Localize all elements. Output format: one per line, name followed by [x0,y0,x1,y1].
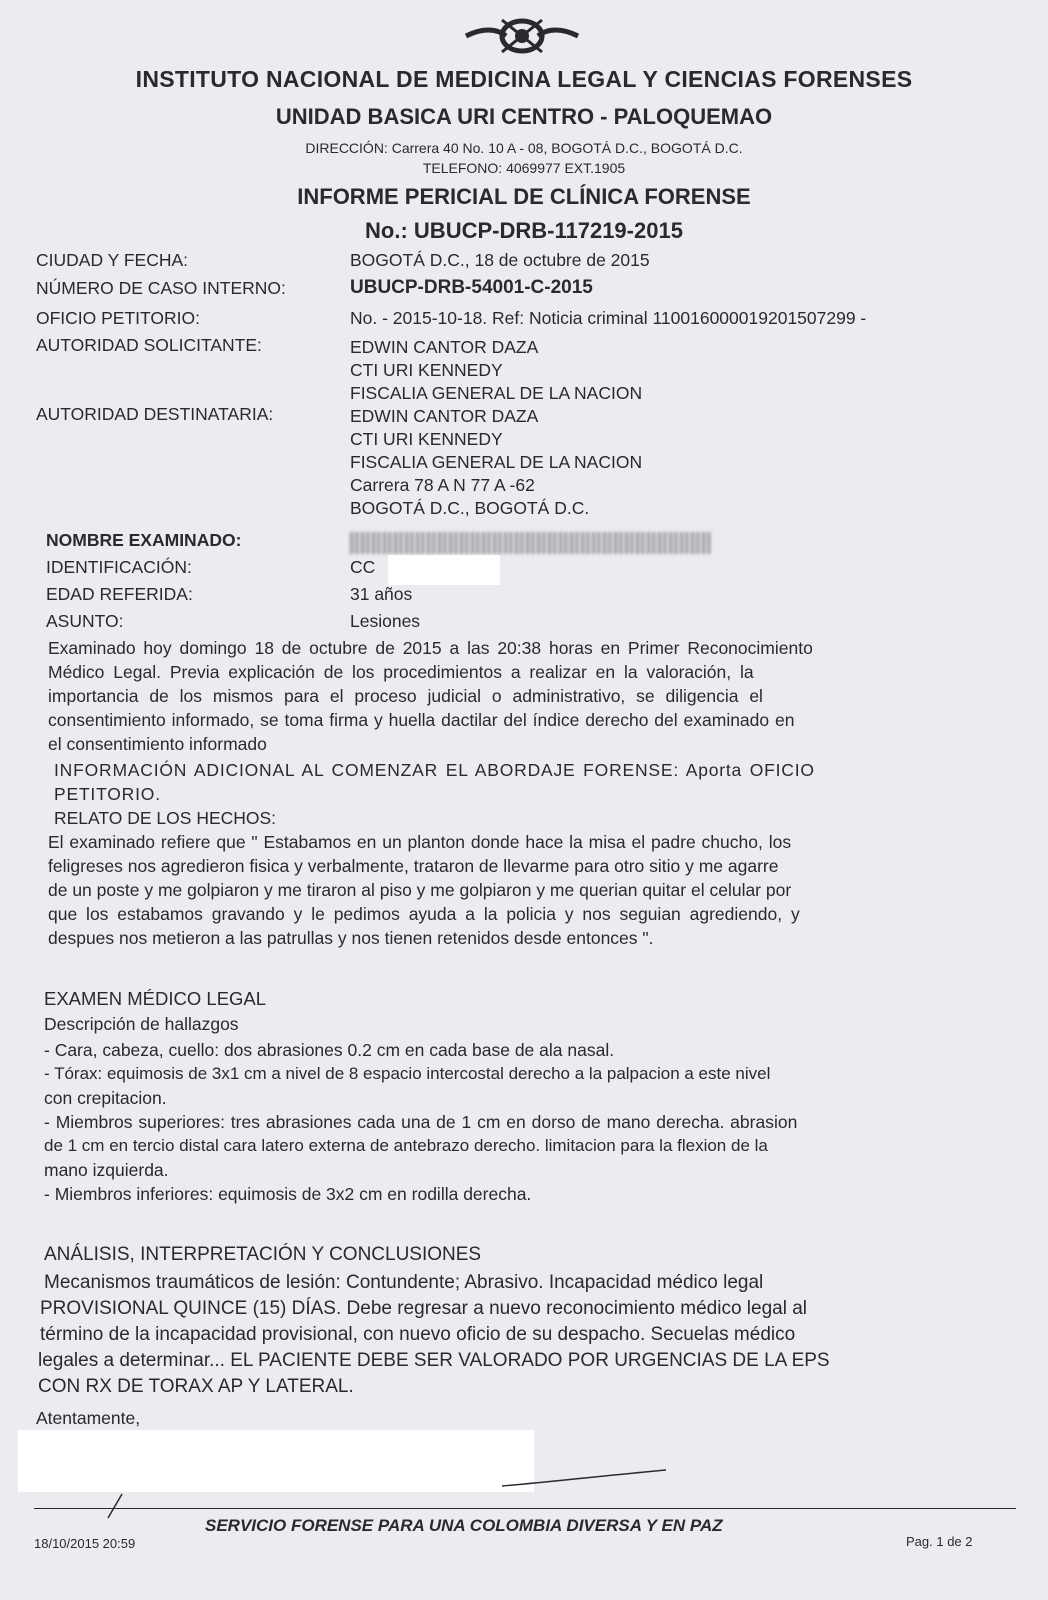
hallazgo-line: - Miembros superiores: tres abrasiones cada una de 1 cm en dorso de mano derecha. abrasion [44,1112,798,1132]
intro-line: Examinado hoy domingo 18 de octubre de 2015 a las 20:38 horas en Primer Reconocimiento [48,638,813,658]
intro-line: consentimiento informado, se toma firma y huella dactilar del índice derecho del examinado en [48,710,795,730]
report-title: INFORME PERICIAL DE CLÍNICA FORENSE [297,184,751,209]
solicitante-label: AUTORIDAD SOLICITANTE: [36,335,262,355]
relato-line: de un poste y me golpiaron y me tiraron al piso y me golpiaron y me querian quitar el celular por [48,880,792,900]
case-label: NÚMERO DE CASO INTERNO: [36,278,286,298]
solicitante-line: CTI URI KENNEDY [350,360,503,380]
examen-heading: EXAMEN MÉDICO LEGAL [44,988,267,1009]
oficio-value: No. - 2015-10-18. Ref: Noticia criminal 110016000019201507299 - [350,308,867,328]
hallazgos-heading: Descripción de hallazgos [44,1014,239,1034]
edad-value: 31 años [350,584,413,604]
analisis-line: legales a determinar... EL PACIENTE DEBE SER VALORADO POR URGENCIAS DE LA EPS [38,1350,830,1371]
relato-line: feligreses nos agredieron fisica y verbalmente, trataron de llevarme para otro sitio y me agarre [48,856,779,876]
id-redaction [388,555,500,585]
nombre-label: NOMBRE EXAMINADO: [46,530,242,550]
address: DIRECCIÓN: Carrera 40 No. 10 A - 08, BOGOTÁ D.C., BOGOTÁ D.C. [305,140,743,156]
hallazgo-line: con crepitacion. [44,1088,167,1108]
destinataria-line: EDWIN CANTOR DAZA [350,406,539,426]
hallazgo-line: - Cara, cabeza, cuello: dos abrasiones 0.2 cm en cada base de ala nasal. [44,1040,615,1060]
destinataria-label: AUTORIDAD DESTINATARIA: [36,404,274,424]
analisis-line: Mecanismos traumáticos de lesión: Contundente; Abrasivo. Incapacidad médico legal [44,1272,764,1293]
destinataria-line: FISCALIA GENERAL DE LA NACION [350,452,643,472]
analisis-line: PROVISIONAL QUINCE (15) DÍAS. Debe regresar a nuevo reconocimiento médico legal al [40,1298,808,1319]
institute-name: INSTITUTO NACIONAL DE MEDICINA LEGAL Y CIENCIAS FORENSES [135,66,913,92]
footer-rule [34,1508,1016,1509]
report-number: No.: UBUCP-DRB-117219-2015 [365,218,683,243]
oficio-label: OFICIO PETITORIO: [36,308,200,328]
solicitante-line: EDWIN CANTOR DAZA [350,337,539,357]
hallazgo-line: mano izquierda. [44,1160,169,1180]
intro-line: Médico Legal. Previa explicación de los procedimientos a realizar en la valoración, la [48,662,754,682]
info-line: PETITORIO. [54,784,161,804]
destinataria-line: CTI URI KENNEDY [350,429,503,449]
destinataria-line: BOGOTÁ D.C., BOGOTÁ D.C. [350,498,590,518]
hallazgo-line: de 1 cm en tercio distal cara latero externa de antebrazo derecho. limitacion para la flexion de la [44,1136,768,1155]
intro-line: el consentimiento informado [48,734,267,754]
relato-line: que los estabamos gravando y le pedimos ayuda a la policia y nos seguian agrediendo, y [48,904,800,924]
solicitante-line: FISCALIA GENERAL DE LA NACION [350,383,643,403]
analisis-heading: ANÁLISIS, INTERPRETACIÓN Y CONCLUSIONES [44,1244,482,1265]
footer-motto: SERVICIO FORENSE PARA UNA COLOMBIA DIVERSA Y EN PAZ [205,1516,723,1535]
edad-label: EDAD REFERIDA: [46,584,193,604]
city-date-value: BOGOTÁ D.C., 18 de octubre de 2015 [350,250,650,270]
relato-line: El examinado refiere que " Estabamos en un planton donde hace la misa el padre chucho, los [48,832,792,852]
hallazgo-line: - Tórax: equimosis de 3x1 cm a nivel de 8 espacio intercostal derecho a la palpacion a este nivel [44,1064,771,1083]
signature-tick [100,1492,130,1520]
asunto-label: ASUNTO: [46,611,124,631]
page-number: Pag. 1 de 2 [906,1534,973,1549]
relato-heading: RELATO DE LOS HECHOS: [54,808,277,828]
analisis-line: CON RX DE TORAX AP Y LATERAL. [38,1376,354,1397]
asunto-value: Lesiones [350,611,421,631]
signature-stroke [500,1460,670,1490]
case-value: UBUCP-DRB-54001-C-2015 [350,277,593,298]
intro-line: importancia de los mismos para el proceso judicial o administrativo, se diligencia el [48,686,763,706]
unit-name: UNIDAD BASICA URI CENTRO - PALOQUEMAO [275,104,773,129]
analisis-line: término de la incapacidad provisional, con nuevo oficio de su despacho. Secuelas médico [40,1324,796,1345]
identificacion-value: CC [350,557,376,577]
footer-datetime: 18/10/2015 20:59 [34,1536,136,1551]
institute-logo-icon [462,10,582,60]
signature-redaction [18,1430,534,1492]
phone: TELEFONO: 4069977 EXT.1905 [422,160,626,176]
destinataria-line: Carrera 78 A N 77 A -62 [350,475,535,495]
relato-line: despues nos metieron a las patrullas y nos tienen retenidos desde entonces ". [48,928,654,948]
closing: Atentamente, [36,1408,141,1428]
identificacion-label: IDENTIFICACIÓN: [46,557,192,577]
info-line: INFORMACIÓN ADICIONAL AL COMENZAR EL ABORDAJE FORENSE: Aporta OFICIO [54,760,815,780]
hallazgo-line: - Miembros inferiores: equimosis de 3x2 cm en rodilla derecha. [44,1184,532,1204]
city-date-label: CIUDAD Y FECHA: [36,250,189,270]
name-redaction [350,532,712,554]
